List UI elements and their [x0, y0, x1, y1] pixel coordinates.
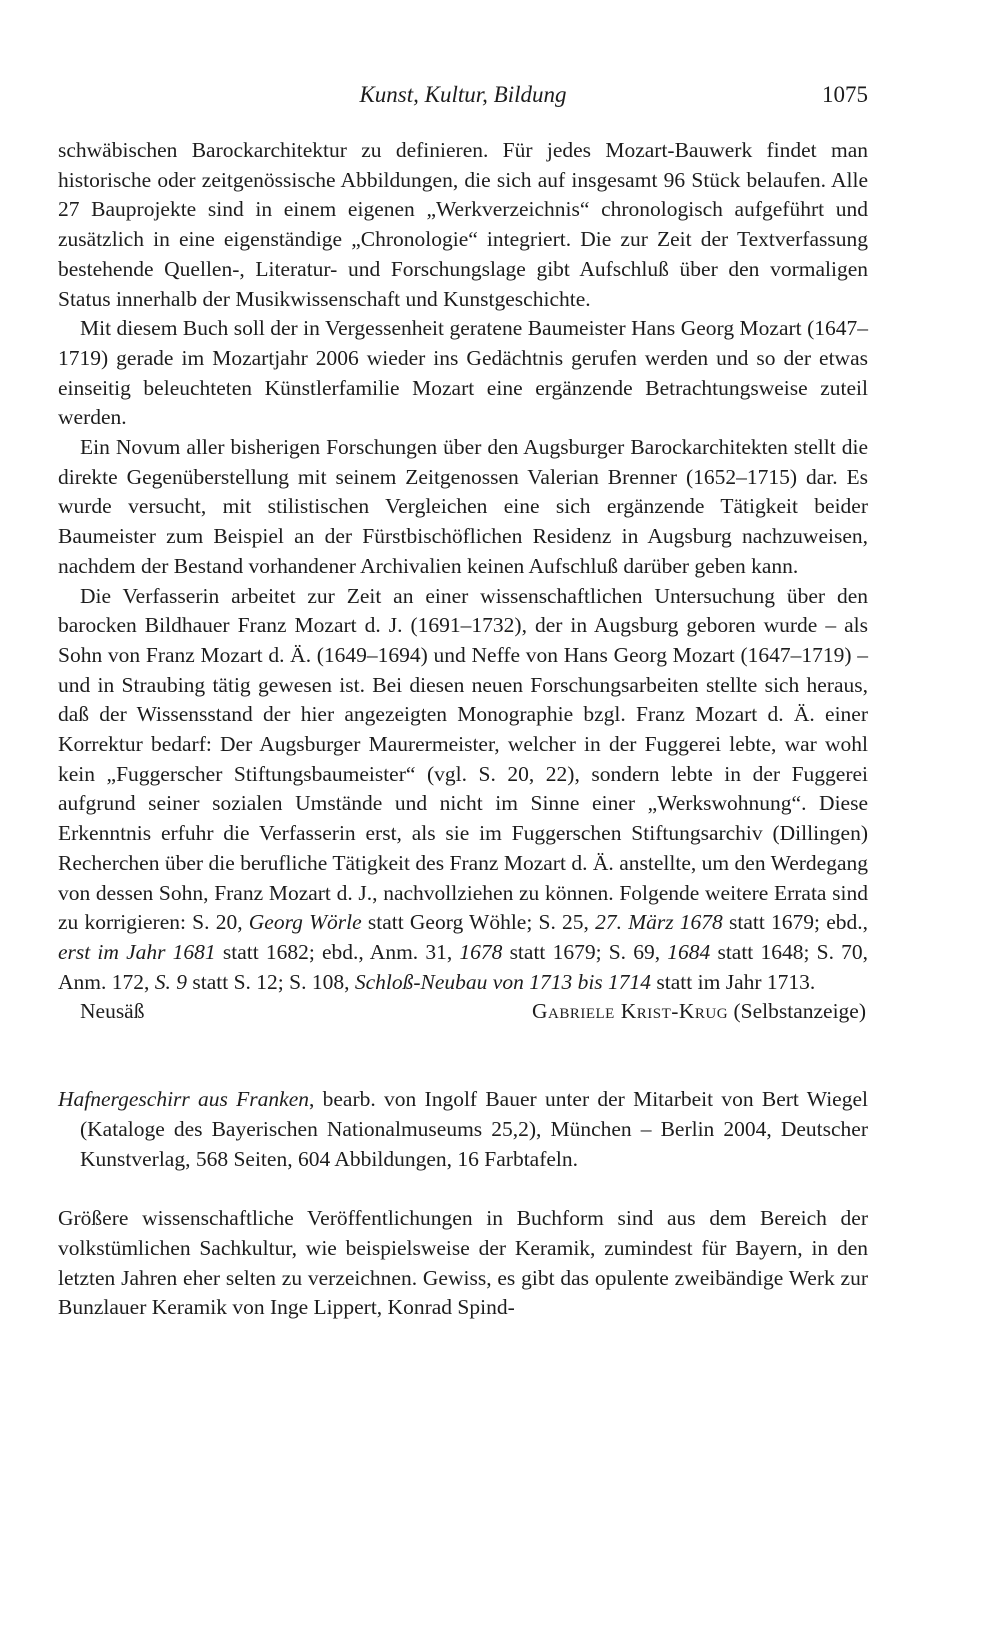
paragraph-4-text: statt 1679; ebd.,	[722, 910, 868, 935]
paragraph-4-text: statt im Jahr 1713.	[651, 969, 816, 994]
signature-note: (Selbstanzeige)	[733, 999, 866, 1024]
paragraph-2: Mit diesem Buch soll der in Vergessenheit geratene Baumeister Hans Georg Mozart (1647–1719) gerade im Mozartjahr 2006 wieder ins Gedächtnis gerufen werden und so der etwas einseitig beleuchteten Künstlerfamilie Mozart eine ergänzende Betrachtungsweise zuteil werden.	[58, 316, 868, 430]
erratum-4: 1678	[459, 939, 503, 964]
signature-place: Neusäß	[80, 999, 145, 1024]
review-body	[58, 136, 868, 1027]
paragraph-4-text: Die Verfasserin arbeitet zur Zeit an einer wissenschaftlichen Untersuchung über den barocken Bildhauer Franz Mozart d. J. (1691–1732), der in Augsburg geboren wurde – als Sohn von Franz Mozart d. Ä. (1649–1694) und Neffe von Hans Georg Mozart (1647–1719) – und in Straubing tätig gewesen ist. Bei diesen neuen Forschungsarbeiten stellte sich heraus, daß der Wissensstand der hier angezeigten Monographie bzgl. Franz Mozart d. Ä. einer Korrektur bedarf: Der Augsburger Maurermeister, welcher in der Fuggerei lebte, war wohl kein „Fuggerscher Stiftungsbaumeister“ (vgl. S. 20, 22), sondern lebte in der Fuggerei aufgrund seiner sozialen Umstände und nicht im Sinne einer „Werkswohnung“. Diese Erkenntnis erfuhr die Verfasserin erst, als sie im Fuggerschen Stiftungsarchiv (Dillingen) Recherchen über die berufliche Tätigkeit des Franz Mozart d. Ä. anstellte, um den Werdegang von dessen Sohn, Franz Mozart d. J., nachvollziehen zu können. Folgende weitere Errata sind zu korrigieren: S. 20,	[58, 583, 868, 935]
book-page	[58, 70, 868, 1323]
paragraph-4	[58, 582, 868, 998]
paragraph-4-text: statt Georg Wöhle; S. 25,	[361, 910, 596, 935]
entry-details: , bearb. von Ingolf Bauer unter der Mitarbeit von Bert Wiegel (Kataloge des Bayerischen Nationalmuseums 25,2), München – Berlin 2004, Deutscher Kunstverlag, 568 Seiten, 604 Abbildungen, 16 Farbtafeln.	[80, 1087, 868, 1171]
paragraph-1: schwäbischen Barockarchitektur zu definieren. Für jedes Mozart-Bauwerk findet man historische oder zeitgenössische Abbildungen, die sich auf insgesamt 96 Stück belaufen. Alle 27 Bauprojekte sind in einem eigenen „Werkverzeichnis“ chronologisch aufgeführt und zusätzlich in eine eigenständige „Chronologie“ integriert. Die zur Zeit der Textverfassung bestehende Quellen-, Literatur- und Forschungslage gibt Aufschluß über den vormaligen Status innerhalb der Musikwissenschaft und Kunstgeschichte.	[58, 138, 868, 311]
signature-author-block	[532, 997, 866, 1027]
running-title: Kunst, Kultur, Bildung	[359, 82, 567, 107]
review-start: Größere wissenschaftliche Veröffentlichungen in Buchform sind aus dem Bereich der volkstümlichen Sachkultur, wie beispielsweise der Keramik, zumindest für Bayern, in den letzten Jahren eher selten zu verzeichnen. Gewiss, es gibt das opulente zweibändige Werk zur Bunzlauer Keramik von Inge Lippert, Konrad Spind-	[58, 1206, 868, 1320]
erratum-3: erst im Jahr 1681	[58, 939, 216, 964]
erratum-1: Georg Wörle	[248, 910, 362, 935]
signature-line	[58, 997, 868, 1027]
erratum-2: 27. März 1678	[595, 910, 723, 935]
paragraph-4-text: statt 1679; S. 69,	[502, 939, 668, 964]
paragraph-4-text: statt 1682; ebd., Anm. 31,	[215, 939, 460, 964]
erratum-6: S. 9	[154, 969, 187, 994]
signature-author: Gabriele Krist-Krug	[531, 999, 729, 1024]
page-number: 1075	[822, 82, 868, 107]
paragraph-3: Ein Novum aller bisherigen Forschungen über den Augsburger Barockarchitekten stellt die direkte Gegenüberstellung mit seinem Zeitgenossen Valerian Brenner (1652–1715) dar. Es wurde versucht, mit stilistischen Vergleichen eine sich ergänzende Tätigkeit beider Baumeister zum Beispiel an der Fürstbischöflichen Residenz in Augsburg nachzuweisen, nachdem der Bestand vorhandener Archivalien keinen Aufschluß darüber geben kann.	[58, 435, 868, 578]
erratum-7: Schloß-Neubau von 1713 bis 1714	[354, 969, 652, 994]
bibliographic-entry	[58, 1085, 868, 1174]
entry-title: Hafnergeschirr aus Franken	[58, 1087, 309, 1112]
paragraph-4-text: statt S. 12; S. 108,	[187, 969, 355, 994]
erratum-5: 1684	[667, 939, 711, 964]
running-head	[58, 70, 868, 110]
paragraph-4-text: statt 1648; S. 70, Anm. 172,	[58, 939, 868, 994]
